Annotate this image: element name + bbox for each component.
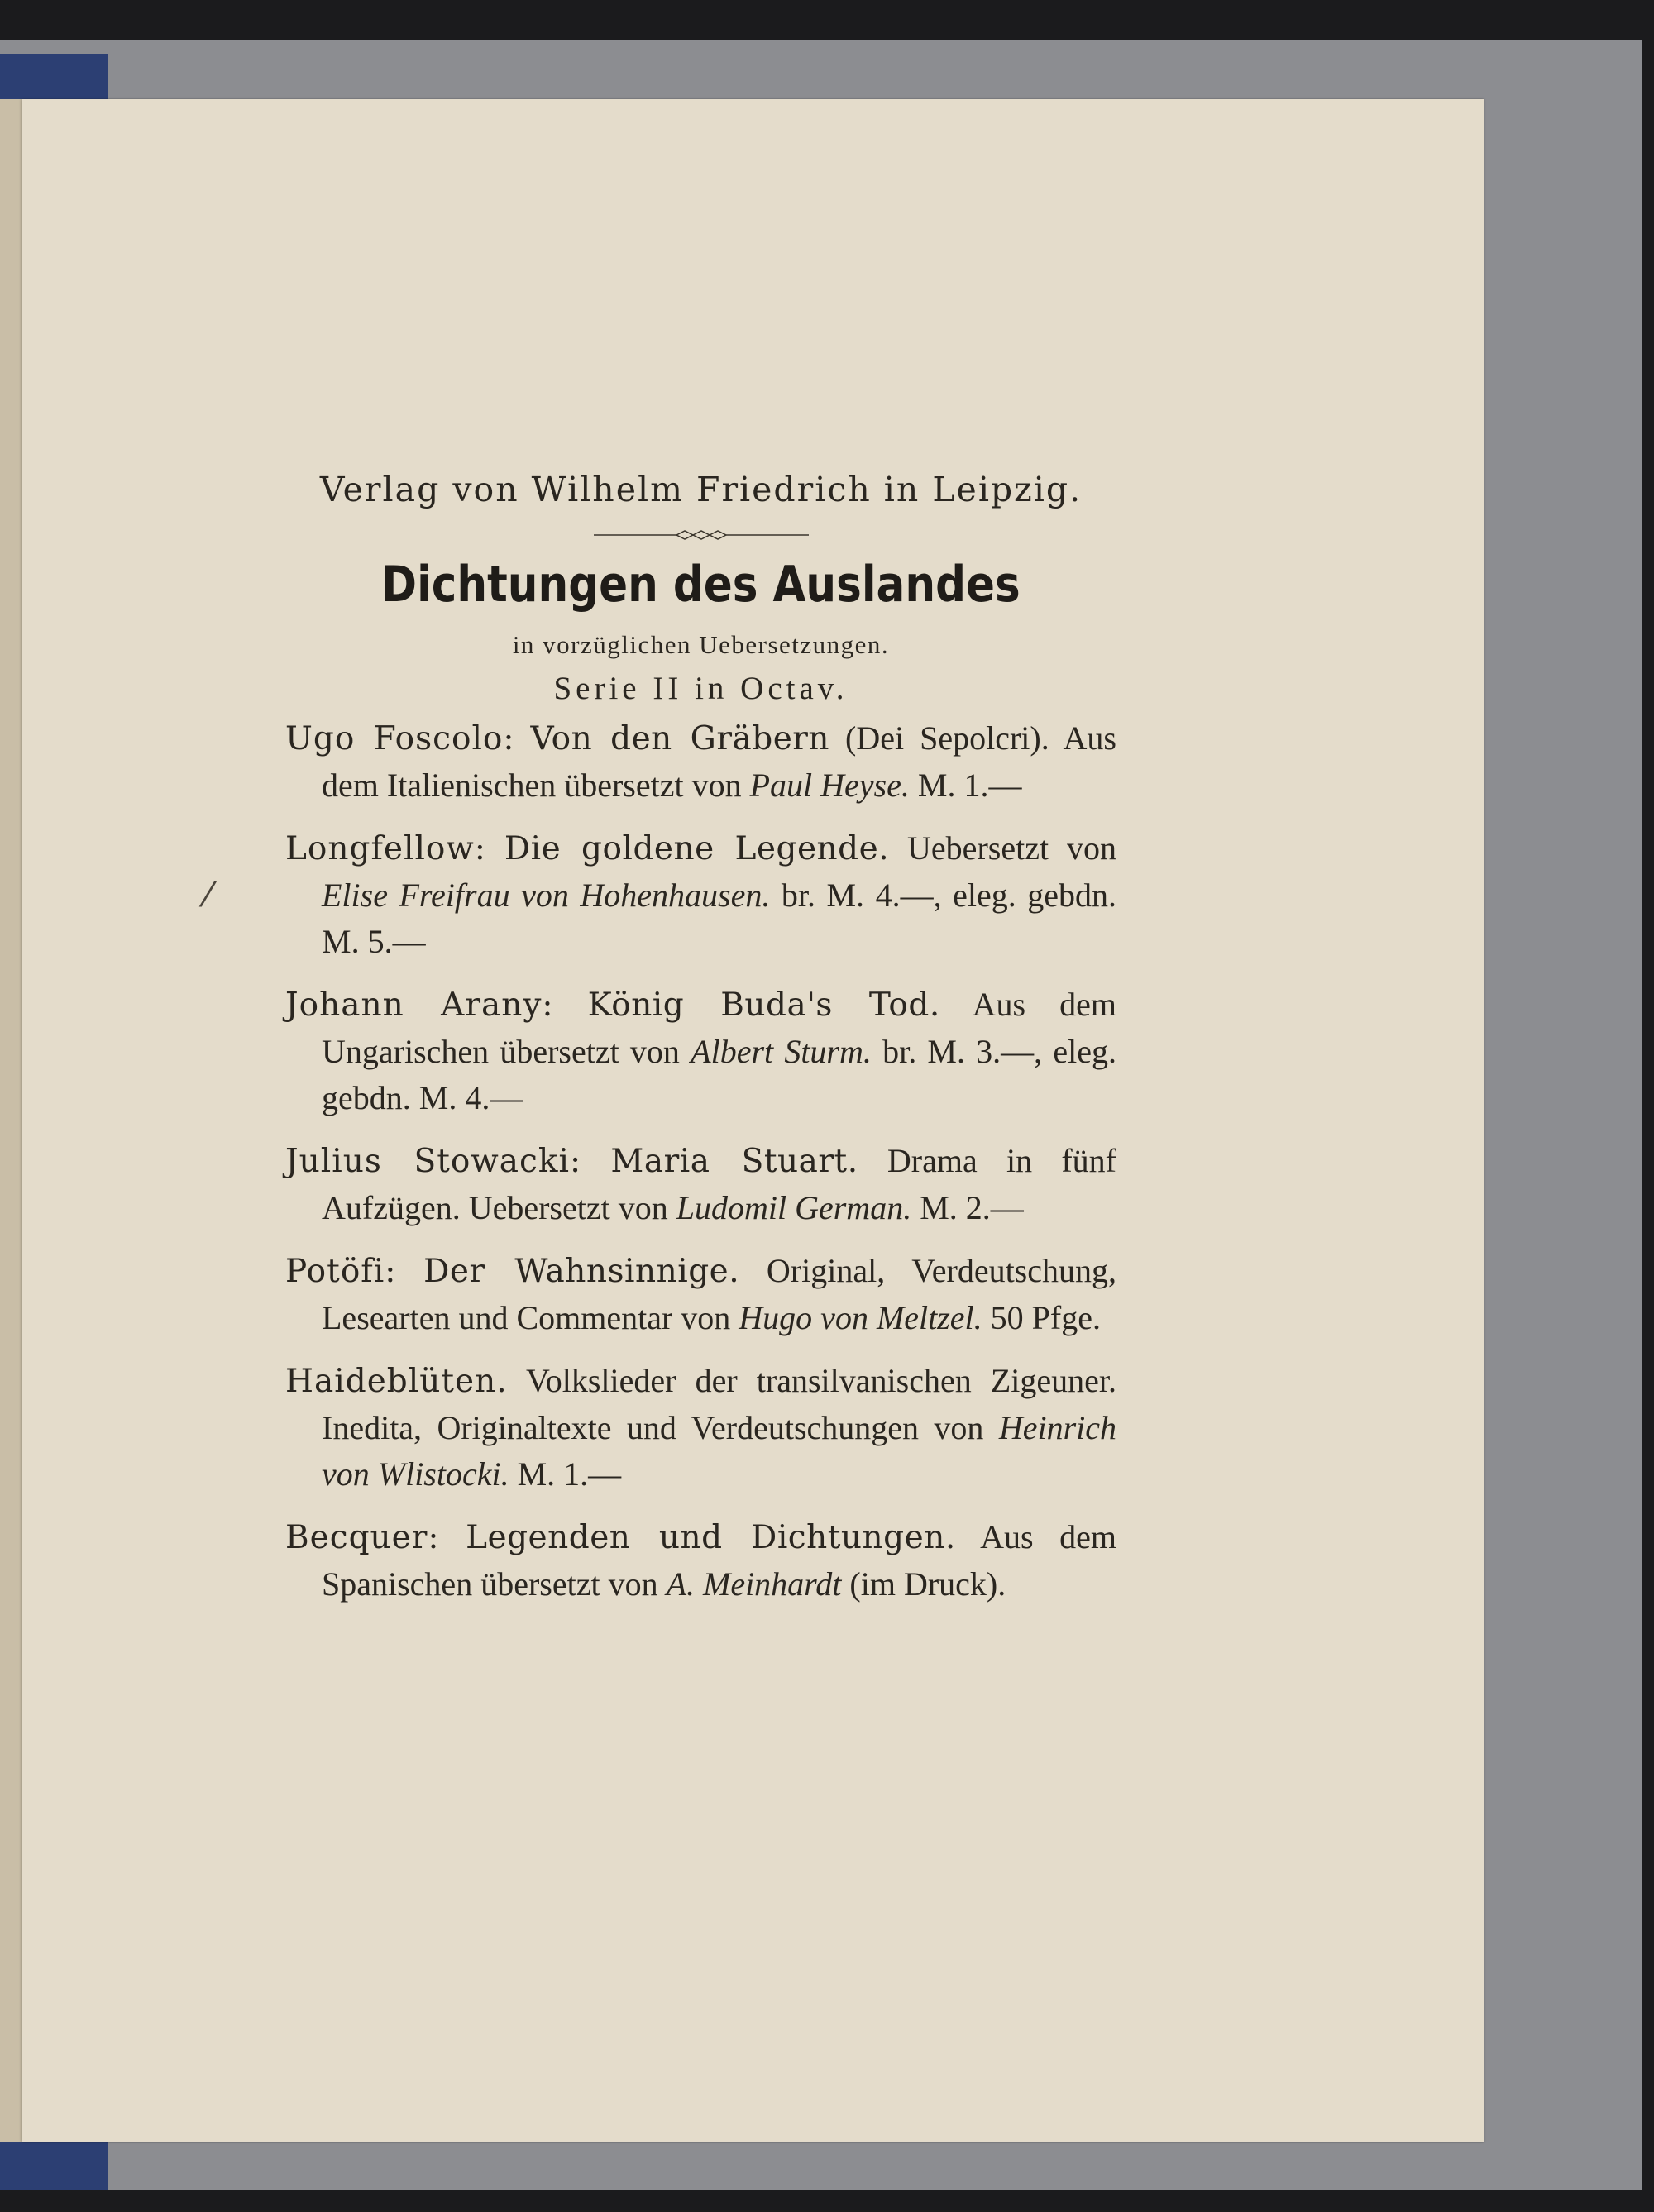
entry-price: br. M. 3.—, eleg. gebdn. M. 4.—	[322, 1033, 1116, 1116]
entry-author: Julius Stowacki:	[285, 1143, 582, 1180]
list-item	[285, 1358, 1116, 1498]
entry-price: 50 Pfge.	[982, 1299, 1101, 1336]
entry-description: Drama in fünf Aufzügen. Uebersetzt von	[322, 1142, 1117, 1226]
entry-translator: Hugo von Meltzel.	[739, 1299, 982, 1336]
entry-translator: Paul Heyse.	[749, 767, 910, 804]
entry-translator: A. Meinhardt	[666, 1565, 842, 1603]
entry-price: M. 1.—	[509, 1455, 622, 1493]
list-item	[285, 982, 1116, 1121]
entry-description: Uebersetzt von	[889, 829, 1116, 867]
entry-author: Longfellow:	[285, 830, 486, 867]
entry-description: Aus dem Ungarischen übersetzt von	[322, 986, 1117, 1070]
advertisement-page-content	[285, 470, 1116, 1624]
entry-description: (Dei Sepolcri). Aus dem Italienischen übersetzt von	[322, 719, 1116, 804]
entry-translator: Ludomil German.	[676, 1189, 912, 1226]
entry-author: Johann Arany:	[285, 987, 554, 1024]
entry-price: (im Druck).	[841, 1565, 1006, 1603]
pencil-mark: ⁄	[205, 877, 211, 915]
entry-title: Der Wahnsinnige.	[423, 1253, 740, 1290]
entry-title: Die goldene Legende.	[504, 830, 890, 867]
list-item	[285, 715, 1116, 809]
entry-translator: Heinrich von Wlistocki.	[322, 1409, 1116, 1493]
entry-title: Von den Gräbern	[530, 720, 830, 757]
entry-title: Maria Stuart.	[610, 1143, 858, 1180]
list-item	[285, 1138, 1116, 1231]
entry-author: Becquer:	[285, 1519, 440, 1556]
list-item	[285, 825, 1116, 965]
series-subtitle: in vorzüglichen Uebersetzungen.	[512, 630, 890, 659]
series-title: Dichtungen des Auslandes	[381, 556, 1021, 614]
entry-price: M. 2.—	[911, 1189, 1024, 1226]
entry-price: br. M. 4.—, eleg. gebdn. M. 5.—	[322, 877, 1116, 960]
entry-description: Original, Verdeutschung, Lesearten und Commentar von	[322, 1252, 1117, 1336]
entry-author: Potöfi:	[285, 1253, 397, 1290]
entry-description: Volkslieder der transilvanischen Zigeuner. Inedita, Originaltexte und Verdeutschungen von	[322, 1362, 1116, 1446]
entry-description: Aus dem Spanischen übersetzt von	[322, 1518, 1116, 1603]
ornament-rule-icon	[594, 526, 809, 544]
list-item	[285, 1514, 1116, 1608]
entry-title: Legenden und Dichtungen.	[466, 1519, 956, 1556]
series-label: Serie II in Octav.	[553, 671, 849, 706]
entry-title: König Buda's Tod.	[587, 987, 940, 1024]
entry-price: M. 1.—	[909, 767, 1022, 804]
entry-author: Ugo Foscolo:	[285, 720, 515, 757]
list-item	[285, 1248, 1116, 1341]
publisher-line: Verlag von Wilhelm Friedrich in Leipzig.	[319, 470, 1083, 509]
entry-author: Haideblüten.	[285, 1363, 508, 1400]
book-list	[285, 715, 1116, 1608]
entry-translator: Elise Freifrau von Hohenhausen.	[322, 877, 771, 914]
entry-translator: Albert Sturm.	[691, 1033, 872, 1070]
